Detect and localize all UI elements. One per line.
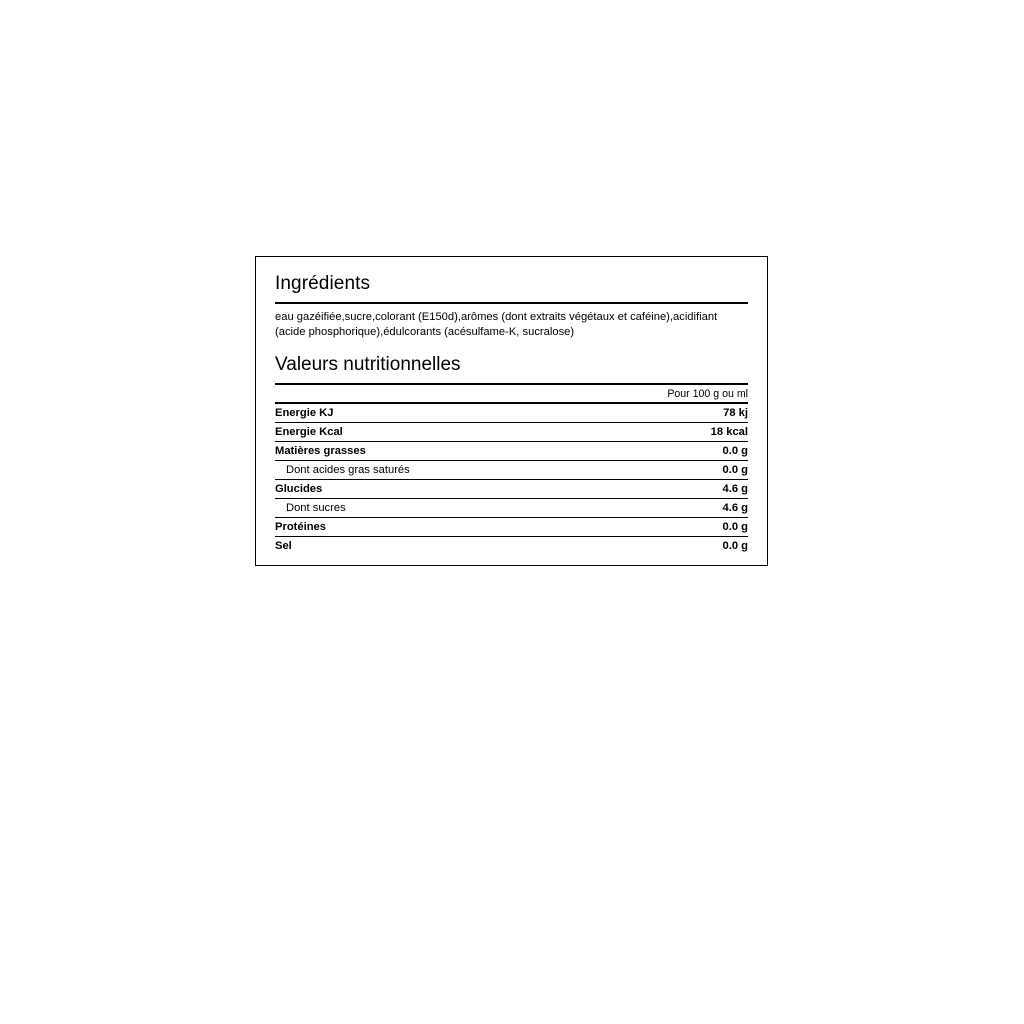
ingredients-text: eau gazéifiée,sucre,colorant (E150d),arômes (dont extraits végétaux et caféine),acidifiant (acide phosphorique),édulcorants (acésulfame-K, sucralose) <box>275 311 718 339</box>
table-row <box>275 403 748 423</box>
product-info-panel <box>255 256 768 566</box>
nutrition-row-label: Energie KJ <box>275 403 571 423</box>
nutrition-row-value: 0.0 g <box>571 442 748 461</box>
table-row <box>275 480 748 499</box>
nutrition-row-value: 78 kj <box>571 403 748 423</box>
table-row <box>275 499 748 518</box>
nutrition-row-value: 0.0 g <box>571 518 748 537</box>
nutrition-row-label: Protéines <box>275 518 571 537</box>
nutrition-row-label: Energie Kcal <box>275 423 571 442</box>
nutrition-row-label: Sel <box>275 540 292 553</box>
table-row <box>275 423 748 442</box>
nutrition-row-label: Glucides <box>275 480 571 499</box>
table-row <box>275 461 748 480</box>
table-row <box>275 442 748 461</box>
nutrition-row-value: 18 kcal <box>571 423 748 442</box>
table-row <box>275 518 748 537</box>
nutrition-header-row <box>275 385 748 403</box>
table-row <box>275 537 748 556</box>
nutrition-header-column: Pour 100 g ou ml <box>571 385 748 403</box>
nutrition-row-label: Matières grasses <box>275 442 571 461</box>
nutrition-header-label <box>275 385 571 403</box>
nutrition-row-label: Dont sucres <box>275 499 571 518</box>
nutrition-row-value: 0.0 g <box>722 540 748 553</box>
ingredients-divider <box>275 302 748 304</box>
nutrition-table <box>275 385 748 555</box>
nutrition-row-value: 4.6 g <box>571 499 748 518</box>
nutrition-heading: Valeurs nutritionnelles <box>275 354 461 376</box>
nutrition-row-value: 0.0 g <box>571 461 748 480</box>
ingredients-heading: Ingrédients <box>275 273 371 294</box>
nutrition-row-label: Dont acides gras saturés <box>275 461 571 480</box>
nutrition-row-value: 4.6 g <box>571 480 748 499</box>
